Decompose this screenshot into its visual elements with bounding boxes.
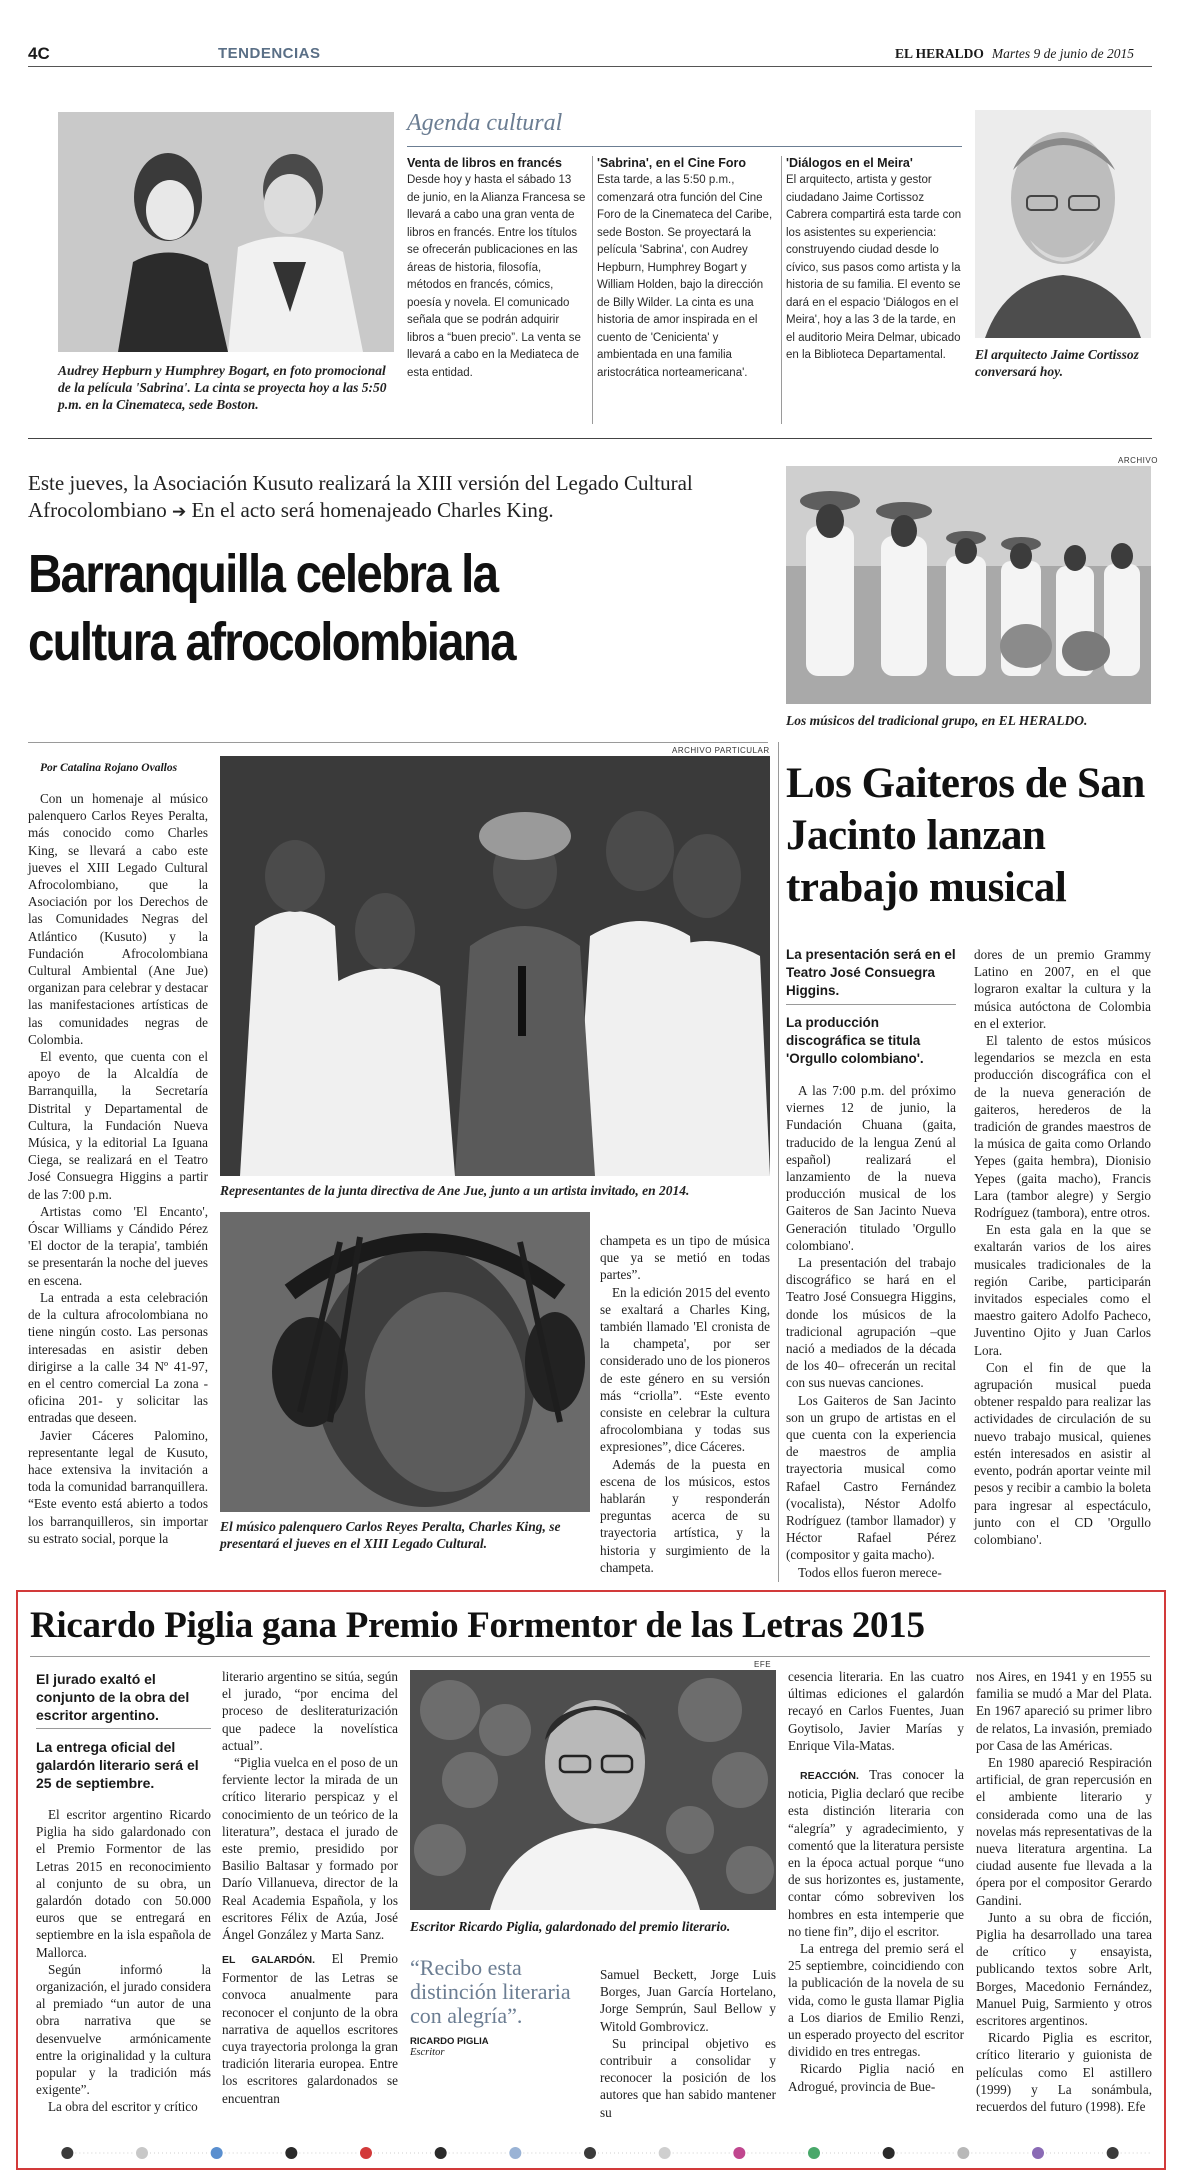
decorative-dot <box>584 2147 596 2159</box>
decorative-dot <box>883 2147 895 2159</box>
decorative-dot <box>659 2147 671 2159</box>
kusuto-kicker <box>28 470 788 525</box>
cortissoz-photo <box>975 110 1151 338</box>
piglia-column-1 <box>36 1806 211 2116</box>
paragraph: El escritor argentino Ricardo Piglia ha sido galardonado con el Premio Formentor de las Letras 2015 en reconocimiento al conjunto de su obra, un galardón dotado con 50.000 euros que se entregará en septiembre en la isla española de Mallorca. <box>36 1807 211 1960</box>
decorative-dot <box>509 2147 521 2159</box>
paragraph: Ricardo Piglia es escritor, crítico literario y guionista de películas como El astillero (1999) y La sonámbula, recuerdos del futuro (1998). Efe <box>976 2030 1152 2115</box>
agenda-item-text: El arquitecto, artista y gestor ciudadano Jaime Cortissoz Cabrera compartirá esta tarde con los asistentes su experiencia: construyendo ciudad desde lo cívico, sus pasos como artista y la historia de su familia. El evento se dará en el espacio 'Diálogos en el Meira', hoy a las 3 de la tarde, en el auditorio Meira Delmar, ubicado en la Biblioteca Departamental. <box>786 174 962 361</box>
decorative-dot <box>360 2147 372 2159</box>
paragraph: La obra del escritor y crítico <box>48 2099 198 2115</box>
sabrina-photo <box>58 112 394 352</box>
gaiteros-caption: Los músicos del tradicional grupo, en EL HERALDO. <box>786 713 1088 728</box>
piglia-column-2-bottom <box>222 1950 398 2107</box>
paragraph-text: El Premio Formentor de las Letras se convoca anualmente para reconocer el conjunto de la obra narrativa de aquellos escritores cuya trayectoria prolonga la gran tradición literaria europea. Entre los escritores galardonados se encuentran <box>222 1951 398 2106</box>
piglia-deck-2: La entrega oficial del galardón literario será el 25 de septiembre. <box>36 1739 199 1791</box>
paragraph: A las 7:00 p.m. del próximo viernes 12 de junio, la Fundación Chuana (gaita, traducido de la lengua Zenú al español) realizará el lanzamiento de la nueva producción musical de los Gaiteros de San Jacinto Nueva Generación titulado 'Orgullo colombiano'. <box>786 1083 956 1253</box>
gaiteros-deck-1: La presentación será en el Teatro José Consuegra Higgins. <box>786 947 956 998</box>
pull-quote <box>410 1956 585 2058</box>
paragraph: Javier Cáceres Palomino, representante legal de Kusuto, hace extensiva la invitación a toda la comunidad barranquillera. “Este evento está abierto a todos los barranquilleros, sin importar su estrato social, porque la <box>28 1427 208 1546</box>
dot-strip-svg <box>30 2146 1150 2160</box>
page-number: 4C <box>28 44 50 63</box>
paragraph: Ricardo Piglia nació en Adrogué, provincia de Bue- <box>788 2061 964 2094</box>
sabrina-caption: Audrey Hepburn y Humphrey Bogart, en foto promocional de la película 'Sabrina'. La cinta se proyecta hoy a las 5:50 p.m. en la Cinemateca, sede Boston. <box>58 363 387 412</box>
decorative-dot <box>136 2147 148 2159</box>
paper-name: EL HERALDO <box>895 46 984 61</box>
photo-credit: EFE <box>754 1660 772 1669</box>
paragraph: Además de la puesta en escena de los músicos, estos hablarán y responderán preguntas acerca de su trayectoria artística, y la historia y surgimiento de la champeta. <box>600 1456 770 1575</box>
paragraph: nos Aires, en 1941 y en 1955 su familia se mudó a Mar del Plata. En 1967 apareció su primer libro de relatos, La invasión, premiado por Casa de las Américas. <box>976 1669 1152 1753</box>
agenda-item-2 <box>597 156 777 382</box>
agenda-item-3 <box>786 156 964 365</box>
kusuto-headline <box>28 540 706 676</box>
issue-date: Martes 9 de junio de 2015 <box>991 46 1135 61</box>
piglia-column-4 <box>788 1668 964 2095</box>
paragraph: Artistas como 'El Encanto', Óscar Williams y Cándido Pérez 'El doctor de la terapia', también se presentarán la noche del jueves en escena. <box>28 1203 208 1288</box>
paragraph: dores de un premio Grammy Latino en 2007, en el que lograron exaltar la cultura y la música autóctona de Colombia en el exterior. <box>974 947 1151 1031</box>
decorative-dot <box>435 2147 447 2159</box>
paragraph: Con el fin de que la agrupación musical pueda obtener respaldo para realizar las actividades de circulación de su nuevo trabajo musical, quienes estén interesados en asistir al evento, podrán aportar veinte mil pesos y recibir a cambio la boleta para ingresar al espectáculo, junto con el CD 'Orgullo colombiano'. <box>974 1359 1151 1547</box>
charles-king-photo <box>220 1212 590 1512</box>
decorative-dot <box>733 2147 745 2159</box>
quote-name: RICARDO PIGLIA <box>410 2036 489 2047</box>
paragraph: La entrega del premio será el 25 septiembre, coincidiendo con la publicación de la novela de su vida, como le gusta llamar Piglia a Los diarios de Emilio Renzi, un esperado proyecto del escritor dividido en tres entregas. <box>788 1941 964 2060</box>
agenda-bottom-rule <box>28 438 1152 439</box>
gaiteros-column-1 <box>786 1082 956 1581</box>
paragraph: Junto a su obra de ficción, Piglia ha desarrollado una tarea de crítico y ensayista, publicando textos sobre Arlt, Borges, Macedonio Fernández, Manuel Puig, Sarmiento y otros escritores argentinos. <box>976 1909 1152 2029</box>
agenda-item-title: Venta de libros en francés <box>407 156 562 170</box>
gaiteros-headline: Los Gaiteros de San Jacinto lanzan trabajo musical <box>786 760 1145 911</box>
paragraph: Su principal objetivo es contribuir a consolidar y reconocer la posición de los autores que han sabido mantener su <box>600 2035 776 2120</box>
kusuto-column-3 <box>600 1232 770 1576</box>
paragraph: Según informó la organización, el jurado considera al premiado “un autor de una obra narrativa que se desenvuelve armónicamente entre la originalidad y la cultura popular y la tradición más exigente”. <box>36 1961 211 2098</box>
piglia-deck-1: El jurado exaltó el conjunto de la obra del escritor argentino. <box>36 1671 190 1723</box>
byline: Por Catalina Rojano Ovallos <box>40 762 178 774</box>
headline-line: cultura afrocolombiana <box>28 612 515 672</box>
paragraph: En esta gala en la que se exaltarán varios de los aires musicales tradicionales de la región Caribe, participarán invitados especiales como el maestro gaitero Adolfo Pacheco, Juventino Ojito y Juan Carlos Lora. <box>974 1222 1151 1358</box>
ane-jue-caption: Representantes de la junta directiva de Ane Jue, junto a un artista invitado, en 2014. <box>220 1183 690 1198</box>
agenda-title: Agenda cultural <box>407 110 563 136</box>
decorative-dot <box>957 2147 969 2159</box>
paragraph: Con un homenaje al músico palenquero Carlos Reyes Peralta, más conocido como Charles King, se llevará a cabo este jueves el XIII Legado Cultural Afrocolombiano, que la Asociación por los Derechos de las Comunidades Negras del Atlántico (Kusuto) y la Fundación Afrocolombiana Cultural Ambiental (Ane Jue) organizan para celebrar y destacar las manifestaciones artísticas de las comunidades negras de Colombia. <box>28 791 208 1047</box>
photo-credit: ARCHIVO PARTICULAR <box>672 746 770 755</box>
paragraph <box>222 1950 398 2107</box>
photo-credit: ARCHIVO <box>1118 456 1158 465</box>
gaiteros-column-2 <box>974 946 1151 1548</box>
section-name: TENDENCIAS <box>218 45 321 62</box>
decorative-dot <box>808 2147 820 2159</box>
piglia-column-5 <box>976 1668 1152 2115</box>
kicker-text-2: En el acto será homenajeado Charles King. <box>191 498 554 522</box>
caption-bold: Escritor Ricardo Piglia, <box>410 1919 543 1934</box>
decorative-dot <box>1107 2147 1119 2159</box>
section-label: REACCIÓN. <box>800 1770 859 1783</box>
piglia-headline: Ricardo Piglia gana Premio Formentor de las Letras 2015 <box>30 1605 925 1646</box>
decorative-dot <box>1032 2147 1044 2159</box>
paragraph: “Piglia vuelca en el poso de un ferviente lector la mirada de un crítico literario perspicaz y el conocimiento de un teórico de la literatura”, destaca el jurado de este premio, presidido por Basilio Baltasar y formado por Darío Villanueva, director de la Real Academia Española, y los escritores Félix de Azúa, José Ángel González y Marta Sanz. <box>222 1755 398 1943</box>
headline-line: Barranquilla celebra la <box>28 544 498 604</box>
paragraph: En la edición 2015 del evento se exaltará a Charles King, también llamado 'El cronista de la champeta', por ser considerado uno de los pioneros de este género en su versión más “criolla”. “Este evento consiste en celebrar la cultura afrocolombiana y todas sus expresiones”, dice Cáceres. <box>600 1284 770 1455</box>
paragraph: Todos ellos fueron merece- <box>798 1564 942 1580</box>
agenda-item-title: 'Sabrina', en el Cine Foro <box>597 156 747 170</box>
paragraph: La entrada a esta celebración de la cultura afrocolombiana no tiene ningún costo. Las personas interesadas en asistir deben dirigirse a la calle 34 Nº 41-97, en el centro comercial La zona -oficina 201- y solicitar las entradas que deseen. <box>28 1289 208 1426</box>
caption-rest: galardonado del premio literario. <box>542 1919 731 1934</box>
arrow-icon: ➔ <box>172 502 187 521</box>
paragraph: En 1980 apareció Respiración artificial, de gran repercusión en el ambiente literario y considerada como una de las novelas más representativas de la nueva literatura argentina. La ciudad ausente fue llevada a la ópera por el compositor Gerardo Gandini. <box>976 1755 1152 1908</box>
decorative-dot <box>285 2147 297 2159</box>
charles-king-caption: El músico palenquero Carlos Reyes Peralta, Charles King, se presentará el jueves en el XIII Legado Cultural. <box>220 1519 561 1551</box>
piglia-column-2-top <box>222 1668 398 1943</box>
section-label: EL GALARDÓN. <box>222 1954 316 1966</box>
piglia-photo-caption <box>410 1918 776 1935</box>
agenda-item-1 <box>407 156 587 382</box>
ane-jue-photo <box>220 756 770 1176</box>
piglia-column-3-bottom <box>600 1966 776 2121</box>
paragraph: Los Gaiteros de San Jacinto son un grupo de artistas en el que cuenta con la experiencia de maestros de amplia trayectoria musical como Rafael Castro Fernández (vocalista), Néstor Adolfo Rodríguez (tambor llamador) y Héctor Rafael Pérez (compositor y gaita macho). <box>786 1392 956 1563</box>
paragraph: El evento, que cuenta con el apoyo de la Alcaldía de Barranquilla, la Secretaría Distrital y Departamental de Cultura, la Fundación Nueva Música, y la editorial La Iguana Ciega, se realizará en el Teatro José Consuegra Higgins a partir de las 7:00 p.m. <box>28 1049 208 1202</box>
agenda-item-text: Esta tarde, a las 5:50 p.m., comenzará otra función del Cine Foro de la Cinemateca del Caribe, sede Boston. Se proyectará la película 'Sabrina', con Audrey Hepburn, Humphrey Bogart y William Holden, bajo la dirección de Billy Wilder. La cinta es una historia de amor inspirada en el cuento de 'Cenicienta' y ambientada en una familia aristocrática norteamericana'. <box>597 174 773 379</box>
header-rule <box>28 66 1152 67</box>
decorative-dot <box>61 2147 73 2159</box>
piglia-photo <box>410 1670 776 1910</box>
paragraph: cesencia literaria. En las cuatro últimas ediciones el galardón recayó en Carlos Fuentes, Juan Goytisolo, Javier Marías y Enrique Vila-Matas. <box>788 1669 964 1753</box>
quote-role: Escritor <box>410 2047 445 2058</box>
gaiteros-photo <box>786 466 1151 704</box>
decorative-dot-strip <box>30 2146 1150 2160</box>
paragraph: champeta es un tipo de música que ya se metió en todas partes”. <box>600 1233 770 1283</box>
paragraph: La presentación del trabajo discográfico se hará en el Teatro José Consuegra Higgins, donde los músicos de la tradicional agrupación –que nació a mediados de la década de los 40– ofrecerán un recital con sus nuevas canciones. <box>786 1255 956 1391</box>
cortissoz-caption: El arquitecto Jaime Cortissoz conversará hoy. <box>975 347 1139 379</box>
agenda-item-text: Desde hoy y hasta el sábado 13 de junio, en la Alianza Francesa se llevará a cabo una gran venta de libros en francés. Entre los títulos se ofrecerán publicaciones en las áreas de historia, filosofía, métodos en francés, cómics, poesía y novela. El comunicado señala que se podrán adquirir libros a “buen precio”. La venta se llevará a cabo en la Mediateca de esta entidad. <box>407 174 586 379</box>
gaiteros-deck-2: La producción discográfica se titula 'Orgullo colombiano'. <box>786 1015 924 1066</box>
paragraph: El talento de estos músicos legendarios se mezcla en esta producción discográfica con el de la nueva generación de gaiteros, herederos de la tradición de grandes maestros de la música de gaita como Orlando Yepes (gaita hembra), Dionisio Yepes (gaita macho), Francis Lara (tambor alegre) y Sergio Rodríguez (tambora), entre otros. <box>974 1033 1151 1221</box>
paragraph: literario argentino se sitúa, según el jurado, “por encima del proceso de desliteraturización que padece la novelística actual”. <box>222 1669 398 1753</box>
decorative-dot <box>211 2147 223 2159</box>
paragraph: Samuel Beckett, Jorge Luis Borges, Juan García Hortelano, Jorge Semprún, Saul Bellow y Witold Gombrovicz. <box>600 1967 776 2034</box>
agenda-item-title: 'Diálogos en el Meira' <box>786 156 913 170</box>
masthead <box>895 45 1134 63</box>
quote-text: “Recibo esta distinción literaria con alegría”. <box>410 1955 571 2028</box>
paragraph-text: Tras conocer la noticia, Piglia declaró que recibe esta distinción literaria con “alegría” y agradecimiento, y comentó que la literatura persiste en la época actual porque “uno de sus horizontes es, justamente, contar cómo sobreviven los hombres en esta intemperie que no tiene fin”, dijo el escritor. <box>788 1767 965 1939</box>
kusuto-column-1 <box>28 790 208 1547</box>
paragraph <box>788 1766 964 1940</box>
kicker-text: Este jueves, la Asociación Kusuto realizará la XIII versión del Legado Cultural Afrocolombiano <box>28 471 693 522</box>
